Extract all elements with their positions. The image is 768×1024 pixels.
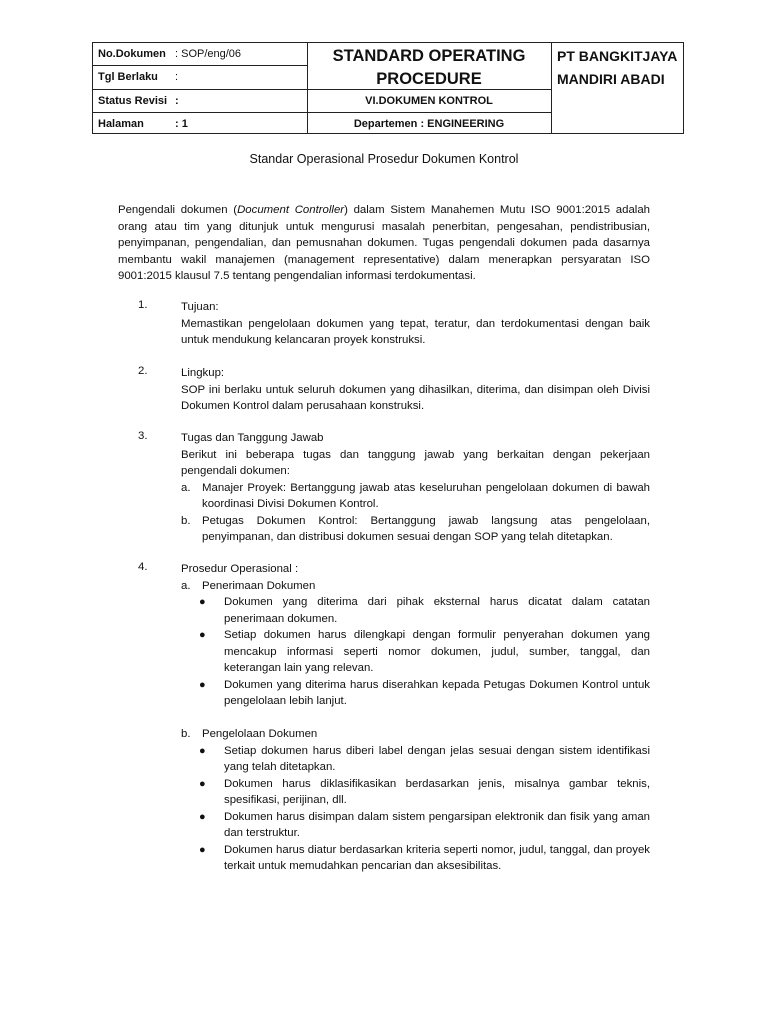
intro-text: ) dalam Sistem Manahemen Mutu ISO 9001:2015 adalah orang atau tim yang ditunjuk untuk mengurusi masalah penerbitan, pengesahan, pendistribusian, penyimpanan, pengendalian, dan pemusnahan dokumen. Tugas pengendali dokumen pada dasarnya membantu wakil manajemen (management representative) dalam menerapkan persyaratan ISO 9001:2015 klausul 7.5 tentang pengendalian informasi terdokumentasi. (118, 204, 650, 282)
bullet-icon: ● (199, 744, 206, 757)
section-title: Prosedur Operasional : (181, 563, 299, 575)
bullet-text: Dokumen harus disimpan dalam sistem pengarsipan elektronik dan fisik yang aman dan terstruktur. (224, 810, 650, 839)
subsection-title (181, 578, 650, 595)
bullet-icon: ● (199, 629, 206, 641)
company-name-line: PT BANGKITJAYA (557, 48, 678, 64)
intro-text: Pengendali dokumen ( (118, 204, 238, 216)
bullet-item (181, 743, 650, 776)
section-number: 2. (138, 365, 148, 377)
bullet-item (181, 776, 650, 809)
section-number: 1. (138, 299, 148, 311)
sop-title-line: STANDARD OPERATING (332, 47, 526, 65)
no-dokumen-label: No.Dokumen (98, 48, 166, 60)
bullet-item (181, 594, 650, 627)
list-letter: a. (181, 579, 191, 592)
section-title: Lingkup: (181, 367, 225, 379)
bullet-text: Dokumen harus diklasifikasikan berdasarkan jenis, misalnya gambar teknis, spesifikasi, perijinan, dll. (224, 777, 650, 806)
section-title: Tujuan: (181, 301, 219, 313)
list-item-text: Manajer Proyek: Bertanggung jawab atas keseluruhan pengelolaan dokumen di bawah koordinasi Divisi Dokumen Kontrol. (202, 481, 650, 510)
tgl-berlaku-label: Tgl Berlaku (98, 71, 158, 83)
status-revisi-value: : (175, 95, 179, 107)
bullet-icon: ● (199, 843, 206, 856)
bullet-item (181, 809, 650, 842)
section-number: 3. (138, 430, 148, 442)
bullet-text: Dokumen yang diterima dari pihak eksternal harus dicatat dalam catatan penerimaan dokumen. (224, 596, 650, 625)
bullet-text: Dokumen yang diterima harus diserahkan kepada Petugas Dokumen Kontrol untuk pengelolaan lebih lanjut. (224, 678, 650, 707)
subsection-title (181, 726, 650, 743)
list-letter: b. (181, 514, 191, 527)
no-dokumen-value: : SOP/eng/06 (175, 48, 242, 60)
halaman-label: Halaman (98, 118, 144, 130)
section-number: 4. (138, 561, 148, 573)
section-text: Berikut ini beberapa tugas dan tanggung jawab yang berkaitan dengan pekerjaan pengendali dokumen: (181, 448, 650, 477)
bullet-item (181, 627, 650, 677)
bullet-icon: ● (199, 678, 206, 691)
company-name (557, 45, 683, 91)
header-table (92, 42, 684, 134)
section-title: Tugas dan Tanggung Jawab (181, 432, 324, 444)
bullet-text: Setiap dokumen harus dilengkapi dengan formulir penyerahan dokumen yang mencakup informasi seperti nomor dokumen, judul, sumber, tanggal, dan keterangan lain yang relevan. (224, 629, 650, 674)
bullet-item (181, 677, 650, 710)
bullet-text: Dokumen harus diatur berdasarkan kriteria seperti nomor, judul, tanggal, dan proyek terkait untuk memudahkan pencarian dan aksesibilitas. (224, 843, 650, 872)
section-name: VI.DOKUMEN KONTROL (365, 95, 493, 107)
bullet-icon: ● (199, 810, 206, 823)
list-item (181, 480, 650, 513)
sop-title-line: PROCEDURE (376, 70, 482, 88)
department: Departemen : ENGINEERING (353, 118, 505, 130)
intro-paragraph (118, 202, 650, 285)
bullet-text: Setiap dokumen harus diberi label dengan jelas sesuai dengan sistem identifikasi yang telah ditetapkan. (224, 744, 650, 773)
halaman-value: : 1 (175, 118, 188, 130)
list-letter: b. (181, 728, 191, 740)
bullet-icon: ● (199, 777, 206, 790)
header-divider (93, 65, 307, 66)
intro-italic-term: Document Controller (237, 204, 345, 216)
header-divider (93, 112, 551, 113)
subsection-title-text: Penerimaan Dokumen (202, 579, 316, 592)
bullet-item (181, 842, 650, 875)
header-divider (551, 43, 552, 133)
document-title: Standar Operasional Prosedur Dokumen Kontrol (249, 152, 519, 166)
sop-title (307, 45, 551, 89)
bullet-icon: ● (199, 596, 206, 608)
list-item (181, 513, 650, 546)
list-item-text: Petugas Dokumen Kontrol: Bertanggung jawab langsung atas pengelolaan, penyimpanan, dan distribusi dokumen sesuai dengan SOP yang telah ditetapkan. (202, 514, 650, 543)
section-text: SOP ini berlaku untuk seluruh dokumen yang dihasilkan, diterima, dan disimpan oleh Divisi Dokumen Kontrol dalam perusahaan konstruksi. (181, 383, 650, 412)
subsection-title-text: Pengelolaan Dokumen (202, 728, 318, 740)
company-name-line: MANDIRI ABADI (557, 71, 665, 87)
status-revisi-label: Status Revisi (98, 95, 168, 107)
section-text: Memastikan pengelolaan dokumen yang tepat, teratur, dan terdokumentasi dengan baik untuk mendukung kelancaran proyek konstruksi. (181, 317, 650, 346)
list-letter: a. (181, 481, 191, 494)
tgl-berlaku-value: : (175, 71, 179, 83)
